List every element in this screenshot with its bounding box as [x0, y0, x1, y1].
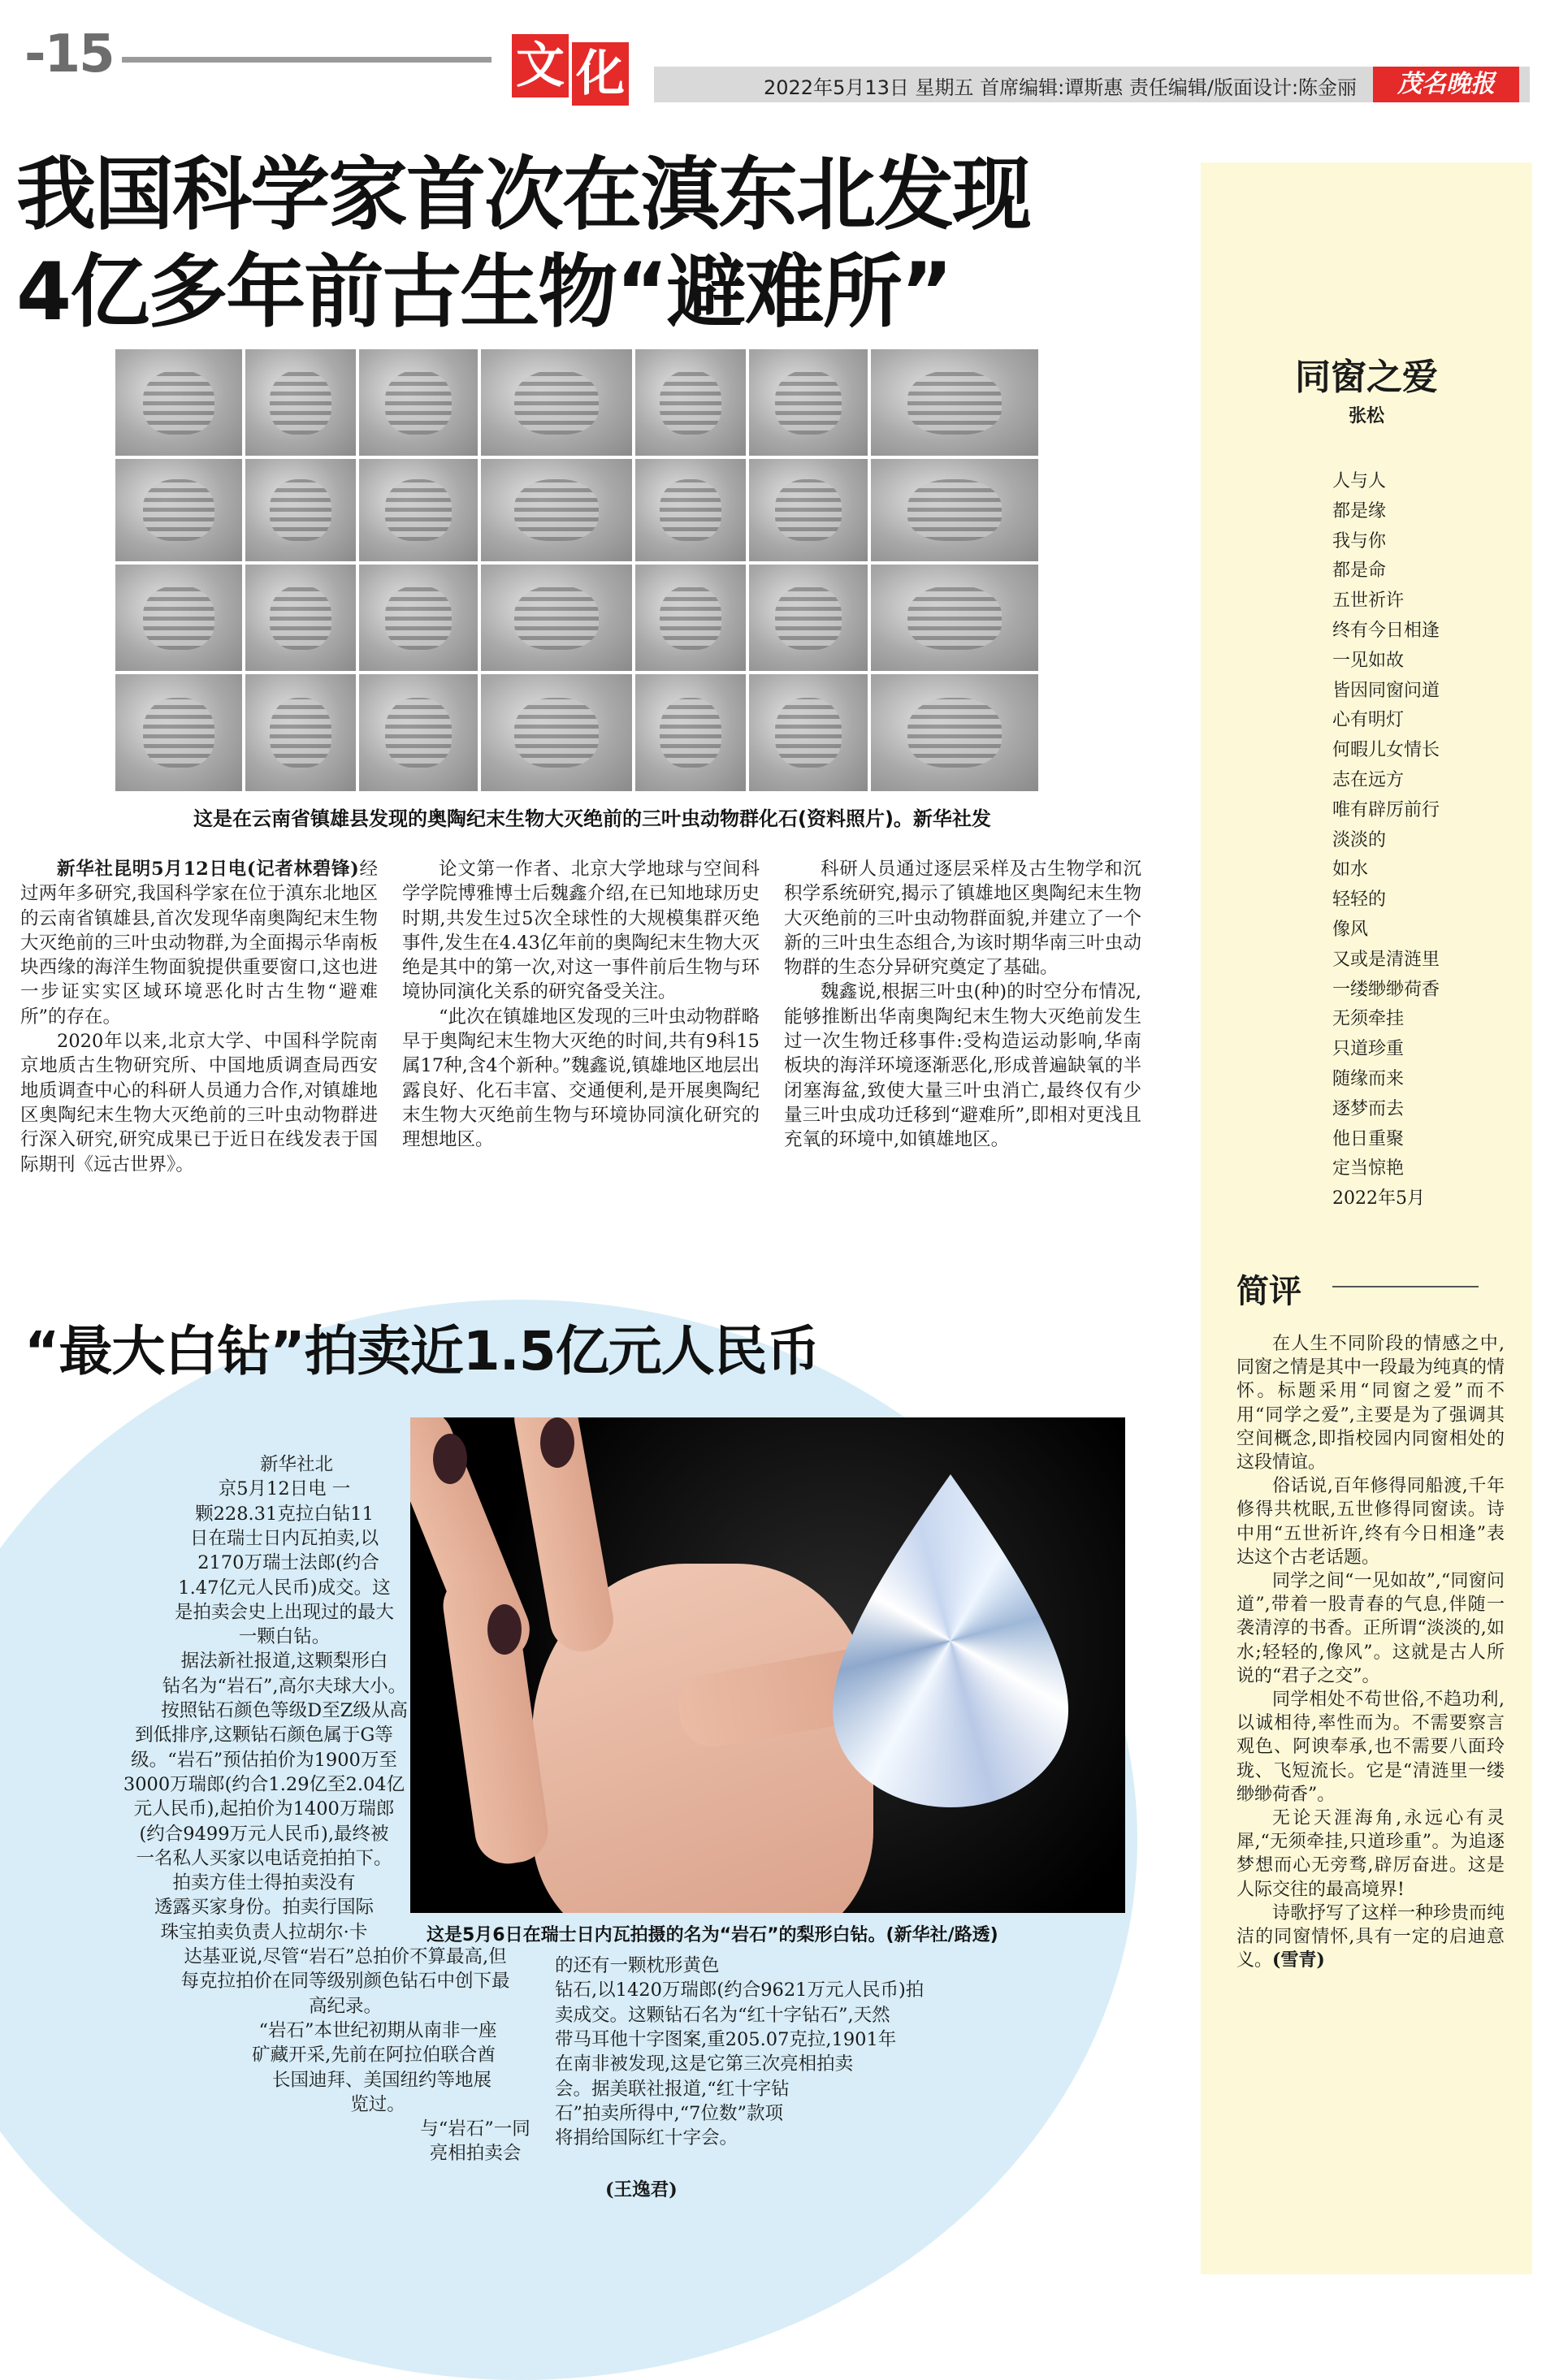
fossil-specimen — [357, 563, 479, 673]
poem-line: 一缕缈缈荷香 — [1332, 979, 1440, 1000]
article-line: 钻石,以1420万瑞郎(约合9621万元人民币)拍 — [555, 1980, 925, 2001]
review-paragraph: 同学相处不苟世俗,不趋功利,以诚相待,率性而为。不需要察言观色、阿谀奉承,也不需要八面玲珑、飞短流长。它是“清涟里一缕缈缈荷香”。 — [1236, 1690, 1505, 1805]
section-char: 文 — [512, 34, 569, 97]
poem-line: 像风 — [1332, 919, 1369, 940]
poem-line: 终有今日相逢 — [1332, 620, 1440, 641]
poem-line: 2022年5月 — [1332, 1188, 1425, 1209]
article-line: 一名私人买家以电话竞拍拍下。 — [136, 1847, 392, 1869]
newspaper-logo: 茂名晚报 — [1373, 67, 1519, 102]
fossil-specimen — [244, 673, 357, 793]
review-signature: (雪青) — [1272, 1949, 1325, 1971]
fossil-specimen — [479, 563, 634, 673]
fossil-specimen — [357, 457, 479, 563]
article-paragraph: 论文第一作者、北京大学地球与空间科学学院博雅博士后魏鑫介绍,在已知地球历史时期,共发生过5次全球性的大规模集群灭绝事件,发生在4.43亿年前的奥陶纪末生物大灭绝是其中的第一次,对这一事件前后生物与环境协同演化关系的研究备受关注。 — [402, 859, 760, 1003]
article-line: 珠宝拍卖负责人拉胡尔·卡 — [160, 1921, 368, 1943]
article-line: (约合9499万元人民币),最终被 — [139, 1823, 389, 1845]
review-title: 简评 — [1236, 1273, 1301, 1310]
issue-date-line: 2022年5月13日 星期五 首席编辑:谭斯惠 责任编辑/版面设计:陈金丽 — [764, 76, 1358, 99]
fingernail — [487, 1604, 522, 1655]
headline-line: 我国科学家首次在滇东北发现 — [16, 149, 1031, 241]
review-paragraph: 同学之间“一见如故”,“同窗问道”,带着一股青春的气息,伴随一袭清淳的书香。正所谓“淡淡的,如水;轻轻的,像风”。这就是古人所说的“君子之交”。 — [1236, 1571, 1505, 1686]
fossil-specimen — [634, 673, 747, 793]
poem-line: 定当惊艳 — [1332, 1158, 1405, 1179]
article-line: 亮相拍卖会 — [429, 2143, 522, 2165]
poem-line: 一见如故 — [1332, 650, 1405, 671]
section-tag — [512, 34, 632, 102]
fossil-specimen — [869, 348, 1040, 457]
fossil-specimen — [747, 348, 869, 457]
article-line: 日在瑞士日内瓦拍卖,以 — [189, 1527, 379, 1549]
fossil-specimen — [114, 348, 244, 457]
article-line: 京5月12日电 一 — [218, 1478, 351, 1500]
article-line: 拍卖方佳士得拍卖没有 — [172, 1872, 356, 1894]
review-rule — [1332, 1286, 1479, 1287]
poem-line: 只道珍重 — [1332, 1039, 1405, 1060]
fossil-specimen — [634, 563, 747, 673]
review-paragraph: 诗歌抒写了这样一种珍贵而纯洁的同窗情怀,具有一定的启迪意义。(雪青) — [1236, 1902, 1505, 1971]
article-line: 3000万瑞郎(约合1.29亿至2.04亿 — [123, 1773, 405, 1795]
poem-line: 又或是清涟里 — [1332, 949, 1440, 970]
fossil-specimen — [114, 457, 244, 563]
article-line: 长国迪拜、美国纽约等地展 — [271, 2069, 492, 2091]
fossil-specimen — [747, 457, 869, 563]
fossil-specimen — [357, 348, 479, 457]
article-line: 达基亚说,尽管“岩石”总拍价不算最高,但 — [184, 1946, 507, 1967]
header-rule — [122, 57, 492, 63]
fossil-specimen — [869, 563, 1040, 673]
headline-line: 4亿多年前古生物“避难所” — [16, 246, 952, 339]
fossil-specimen — [479, 348, 634, 457]
fossil-specimen — [357, 673, 479, 793]
article-line: 透露买家身份。拍卖行国际 — [154, 1897, 374, 1919]
main-headline — [16, 146, 1170, 341]
article-line: 是拍卖会史上出现过的最大 — [174, 1601, 394, 1623]
diamond-photo — [410, 1417, 1125, 1913]
article-paragraph: 2020年以来,北京大学、中国科学院南京地质古生物研究所、中国地质调查局西安地质调查中心的科研人员通力合作,对镇雄地区奥陶纪末生物大灭绝前的三叶虫动物群进行深入研究,研究成果已于近日在线发表于国际期刊《远古世界》。 — [20, 1031, 378, 1175]
article-line: 钻名为“岩石”,高尔夫球大小。 — [162, 1675, 407, 1697]
article-line: 带马耳他十字图案,重205.07克拉,1901年 — [555, 2028, 897, 2050]
section-char: 化 — [572, 42, 629, 106]
article-line: 1.47亿元人民币)成交。这 — [178, 1577, 391, 1599]
article-line: 石”拍卖所得中,“7位数”款项 — [555, 2102, 783, 2124]
article-line: 新华社北 — [259, 1454, 333, 1475]
poem-line: 他日重聚 — [1332, 1128, 1405, 1149]
trilobite-fossil-photo — [114, 348, 1040, 793]
article-column-3 — [784, 857, 1141, 1153]
diamond-headline: “最大白钻”拍卖近1.5亿元人民币 — [24, 1320, 820, 1383]
review-paragraph: 无论天涯海角,永远心有灵犀,“无须牵挂,只道珍重”。为追逐梦想而心无旁骛,辟厉奋进。这是人际交往的最高境界! — [1236, 1808, 1505, 1900]
fossil-specimen — [869, 673, 1040, 793]
fossil-specimen — [634, 457, 747, 563]
article-line: “岩石”本世纪初期从南非一座 — [258, 2019, 497, 2041]
poem-line: 五世祈许 — [1332, 591, 1405, 612]
photo-caption: 这是在云南省镇雄县发现的奥陶纪末生物大灭绝前的三叶虫动物群化石(资料照片)。新华社发 — [193, 807, 991, 830]
fingernail — [540, 1417, 574, 1468]
author-signature: (王逸君) — [605, 2179, 678, 2200]
fossil-specimen — [244, 563, 357, 673]
fossil-specimen — [747, 673, 869, 793]
fossil-specimen — [634, 348, 747, 457]
poem-line: 都是缘 — [1332, 500, 1387, 521]
poem-title: 同窗之爱 — [1295, 357, 1438, 398]
article-line: 高纪录。 — [308, 1995, 382, 2017]
fossil-specimen — [479, 457, 634, 563]
fossil-specimen — [479, 673, 634, 793]
article-line: 会。据美联社报道,“红十字钻 — [555, 2078, 790, 2100]
poem-author: 张松 — [1348, 406, 1384, 426]
poem-line: 逐梦而去 — [1332, 1098, 1405, 1119]
article-column-2 — [402, 857, 760, 1153]
poem-line: 都是命 — [1332, 560, 1387, 582]
poem-line: 何暇儿女情长 — [1332, 740, 1440, 761]
poem-body — [1332, 467, 1440, 1214]
poem-line: 无须牵挂 — [1332, 1009, 1405, 1030]
article-line: 据法新社报道,这颗梨形白 — [180, 1651, 388, 1672]
article-line: 按照钻石颜色等级D至Z级从高 — [161, 1700, 408, 1721]
pear-diamond — [833, 1474, 1068, 1807]
poem-line: 我与你 — [1332, 530, 1387, 552]
article-line: 与“岩石”一同 — [420, 2118, 530, 2140]
fossil-specimen — [747, 563, 869, 673]
article-line: 卖成交。这颗钻石名为“红十字钻石”,天然 — [555, 2004, 890, 2026]
article-line: 级。“岩石”预估拍价为1900万至 — [131, 1749, 397, 1771]
article-paragraph: “此次在镇雄地区发现的三叶虫动物群略早于奥陶纪末生物大灭绝的时间,共有9科15属17种,含4个新种。”魏鑫说,镇雄地区地层出露良好、化石丰富、交通便利,是开展奥陶纪末生物大灭绝前生物与环境协同演化研究的理想地区。 — [402, 1006, 760, 1151]
review-paragraph: 在人生不同阶段的情感之中,同窗之情是其中一段最为纯真的情怀。标题采用“同窗之爱”而不用“同学之爱”,主要是为了强调其空间概念,即指校园内同窗相处的这段情谊。 — [1236, 1334, 1505, 1473]
page-number: -15 — [24, 24, 114, 84]
article-line: 每克拉拍价在同等级别颜色钻石中创下最 — [180, 1971, 510, 1993]
poem-line: 轻轻的 — [1332, 889, 1387, 911]
article-line: 在南非被发现,这是它第三次亮相拍卖 — [555, 2053, 854, 2075]
poem-line: 心有明灯 — [1332, 710, 1405, 731]
poem-line: 如水 — [1332, 859, 1369, 881]
fossil-specimen — [244, 457, 357, 563]
article-column-1 — [20, 857, 378, 1177]
article-paragraph: 新华社昆明5月12日电(记者林碧锋)经过两年多研究,我国科学家在位于滇东北地区的云南省镇雄县,首次发现华南奥陶纪末生物大灭绝前的三叶虫动物群,为全面揭示华南板块西缘的海洋生物面貌提供重要窗口,这也进一步证实实区域环境恶化时古生物“避难所”的存在。 — [20, 859, 378, 1028]
article-line: 一颗白钻。 — [238, 1626, 331, 1648]
article-line: 颗228.31克拉白钻11 — [195, 1503, 374, 1525]
article-line: 览过。 — [350, 2093, 405, 2115]
photo-caption: 这是5月6日在瑞士日内瓦拍摄的名为“岩石”的梨形白钻。(新华社/路透) — [427, 1925, 998, 1945]
poem-line: 淡淡的 — [1332, 829, 1387, 850]
poem-line: 皆因同窗问道 — [1332, 680, 1440, 701]
article-line: 将捐给国际红十字会。 — [555, 2127, 738, 2149]
fossil-specimen — [244, 348, 357, 457]
fossil-specimen — [114, 563, 244, 673]
review-paragraph: 俗话说,百年修得同船渡,千年修得共枕眠,五世修得同窗读。诗中用“五世祈许,终有今日相逢”表达这个古老话题。 — [1236, 1476, 1505, 1568]
article-line: 2170万瑞士法郎(约合 — [197, 1552, 379, 1574]
fossil-specimen — [869, 457, 1040, 563]
fossil-specimen — [114, 673, 244, 793]
article-paragraph: 科研人员通过逐层采样及古生物学和沉积学系统研究,揭示了镇雄地区奥陶纪末生物大灭绝前的三叶虫动物群面貌,并建立了一个新的三叶虫生态组合,为该时期华南三叶虫动物群的生态分异研究奠定了基础。 — [784, 859, 1141, 979]
dateline: 新华社昆明5月12日电(记者林碧锋) — [57, 859, 359, 880]
article-line: 到低排序,这颗钻石颜色属于G等 — [135, 1724, 393, 1746]
poem-line: 志在远方 — [1332, 769, 1405, 790]
article-line: 元人民币),起拍价为1400万瑞郎 — [133, 1798, 395, 1820]
article-line: 的还有一颗枕形黄色 — [555, 1955, 720, 1976]
poem-line: 唯有辟厉前行 — [1332, 799, 1440, 820]
review-body — [1236, 1332, 1505, 1972]
poem-line: 人与人 — [1332, 471, 1387, 491]
article-line: 矿藏开采,先前在阿拉伯联合酋 — [252, 2045, 496, 2066]
poem-line: 随缘而来 — [1332, 1068, 1405, 1089]
article-paragraph: 魏鑫说,根据三叶虫(种)的时空分布情况,能够推断出华南奥陶纪末生物大灭绝前发生过一次生物迁移事件:受构造运动影响,华南板块的海洋环境逐渐恶化,形成普遍缺氧的半闭塞海盆,致使大量三叶虫消亡,最终仅有少量三叶虫成功迁移到“避难所”,即相对更浅且充氧的环境中,如镇雄地区。 — [784, 981, 1141, 1151]
